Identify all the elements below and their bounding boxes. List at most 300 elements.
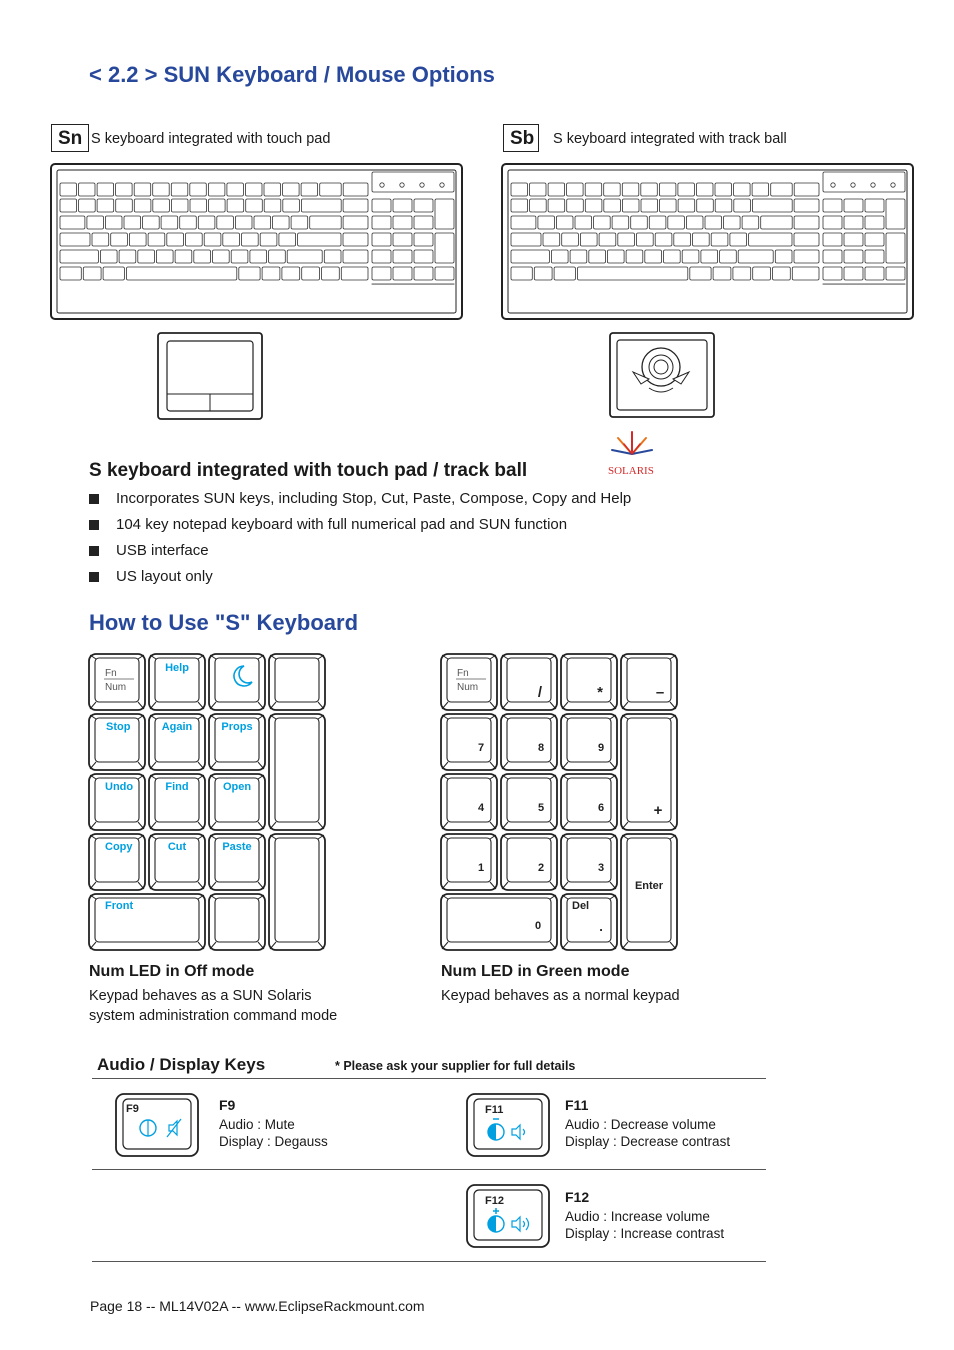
- mini-key: [585, 199, 602, 212]
- mini-key: [794, 216, 819, 229]
- num3-key: [561, 834, 617, 890]
- mini-key: [324, 250, 341, 263]
- option-caption-sn: S keyboard integrated with touch pad: [91, 131, 331, 147]
- off-mode-desc: [89, 986, 337, 1026]
- key-label: Front: [105, 900, 134, 912]
- mini-key: [246, 199, 263, 212]
- asterisk-key: [561, 654, 617, 710]
- key-label: –: [655, 684, 665, 701]
- led-indicator: [400, 183, 404, 187]
- mini-key: [752, 183, 769, 196]
- mini-key: [622, 183, 639, 196]
- mini-key: [301, 183, 318, 196]
- led-indicator: [420, 183, 424, 187]
- mini-key: [264, 183, 281, 196]
- mini-key: [668, 216, 685, 229]
- f9-title: F9: [219, 1097, 236, 1113]
- keyboard-illustration-sb: [501, 163, 915, 321]
- mini-key: [167, 233, 184, 246]
- mini-numpad-key: [844, 199, 863, 212]
- mini-numpad-key: [865, 267, 884, 280]
- feature-item: 104 key notepad keyboard with full numerical pad and SUN function: [89, 512, 631, 538]
- f9-line: Audio : Mute: [219, 1117, 295, 1132]
- mini-key: [734, 199, 751, 212]
- mini-key: [186, 233, 203, 246]
- fn-num-key: [441, 654, 497, 710]
- mini-key: [343, 183, 368, 196]
- num5-key: [501, 774, 557, 830]
- mini-key: [511, 250, 549, 263]
- mini-key: [612, 216, 629, 229]
- mini-key: [97, 199, 114, 212]
- mini-numpad-key: [844, 267, 863, 280]
- f11-line: Display : Decrease contrast: [565, 1134, 731, 1149]
- mini-key: [254, 216, 271, 229]
- key-label: Fn: [457, 668, 469, 679]
- page-title: < 2.2 > SUN Keyboard / Mouse Options: [89, 62, 495, 87]
- mini-key: [124, 216, 141, 229]
- off-mode-title: Num LED in Off mode: [89, 963, 255, 980]
- mini-key: [246, 183, 263, 196]
- fn-num-key: [89, 654, 145, 710]
- mini-key: [701, 250, 718, 263]
- led-indicator: [440, 183, 444, 187]
- mini-key: [282, 267, 300, 280]
- key-label: 7: [477, 742, 485, 754]
- mini-key: [631, 216, 648, 229]
- mini-key: [148, 233, 165, 246]
- mini-key: [530, 183, 547, 196]
- key-label: Paste: [222, 841, 252, 853]
- mini-key: [161, 216, 178, 229]
- cut-key: [149, 834, 205, 890]
- mini-key: [682, 250, 699, 263]
- mini-key: [320, 183, 342, 196]
- num8-key: [501, 714, 557, 770]
- mini-key: [622, 199, 639, 212]
- f9-desc: [219, 1116, 328, 1150]
- mini-key: [60, 199, 77, 212]
- f12-key-illustration: [466, 1184, 550, 1248]
- mini-key: [239, 267, 260, 280]
- mini-key: [599, 233, 616, 246]
- audio-heading: Audio / Display Keys: [97, 1055, 266, 1074]
- led-indicator: [831, 183, 835, 187]
- mini-key: [231, 250, 248, 263]
- mini-key: [156, 250, 173, 263]
- mini-key: [604, 199, 621, 212]
- key-label: Fn: [105, 668, 117, 679]
- feature-item: US layout only: [89, 564, 631, 590]
- f12-title: F12: [565, 1189, 590, 1205]
- mini-key: [87, 216, 104, 229]
- num0-key: [441, 894, 557, 950]
- mini-key: [607, 250, 624, 263]
- f12-key-label: F12: [485, 1195, 504, 1207]
- mini-key: [171, 199, 188, 212]
- feature-item: Incorporates SUN keys, including Stop, Cut, Paste, Compose, Copy and Help: [89, 486, 631, 512]
- led-panel: [372, 172, 454, 192]
- mini-key: [548, 183, 565, 196]
- mini-numpad-key: [435, 199, 454, 229]
- mini-key: [752, 199, 792, 212]
- mini-numpad-key: [823, 199, 842, 212]
- mini-key: [302, 267, 320, 280]
- mini-key: [322, 267, 340, 280]
- mini-key: [100, 250, 117, 263]
- mini-key: [578, 267, 688, 280]
- mini-key: [753, 267, 771, 280]
- mini-key: [97, 183, 114, 196]
- mini-key: [235, 216, 252, 229]
- f9-line: Display : Degauss: [219, 1134, 328, 1149]
- front-key: [89, 894, 205, 950]
- mini-numpad-key: [865, 216, 884, 229]
- mini-key: [720, 250, 737, 263]
- mini-key: [79, 183, 96, 196]
- mini-key: [60, 183, 77, 196]
- mini-numpad-key: [414, 199, 433, 212]
- mini-numpad-key: [823, 250, 842, 263]
- mini-key: [742, 216, 759, 229]
- mini-key: [678, 199, 695, 212]
- mini-key: [730, 233, 747, 246]
- mini-key: [138, 250, 155, 263]
- mini-key: [291, 216, 308, 229]
- mini-key: [626, 250, 643, 263]
- touch-pad-illustration: [157, 332, 263, 420]
- mini-key: [242, 233, 259, 246]
- led-indicator: [380, 183, 384, 187]
- key-label: Props: [221, 721, 253, 733]
- mini-key: [301, 199, 341, 212]
- mini-key: [724, 216, 741, 229]
- mini-numpad-key: [372, 250, 391, 263]
- mini-key: [134, 199, 151, 212]
- f11-key-label: F11: [485, 1104, 504, 1116]
- feature-item: USB interface: [89, 538, 631, 564]
- undo-key: [89, 774, 145, 830]
- mini-key: [794, 199, 819, 212]
- mini-key: [575, 216, 592, 229]
- mini-numpad-key: [393, 250, 412, 263]
- mini-key: [649, 216, 666, 229]
- mini-key: [511, 267, 532, 280]
- mini-key: [589, 250, 606, 263]
- key-label: Enter: [634, 880, 664, 892]
- mini-key: [551, 250, 568, 263]
- mini-key: [204, 233, 221, 246]
- mini-key: [556, 216, 573, 229]
- mini-key: [343, 199, 368, 212]
- mini-key: [618, 233, 635, 246]
- mini-key: [693, 233, 710, 246]
- num2-key: [501, 834, 557, 890]
- divider: [92, 1261, 766, 1262]
- mini-key: [190, 199, 207, 212]
- mini-key: [604, 183, 621, 196]
- mini-key: [341, 267, 368, 280]
- mini-key: [273, 216, 290, 229]
- plus-key: [621, 714, 677, 830]
- mini-key: [641, 199, 658, 212]
- key-label: 8: [537, 742, 545, 754]
- mini-key: [637, 233, 654, 246]
- green-mode-desc: Keypad behaves as a normal keypad: [441, 988, 680, 1004]
- mini-key: [594, 216, 611, 229]
- mini-key: [794, 233, 819, 246]
- mini-key: [511, 199, 528, 212]
- mini-key: [645, 250, 662, 263]
- led-indicator: [891, 183, 895, 187]
- mini-key: [548, 199, 565, 212]
- features-heading: S keyboard integrated with touch pad / track ball: [89, 460, 528, 481]
- f12-desc: [565, 1208, 724, 1242]
- num9-key: [561, 714, 617, 770]
- key-label: 5: [537, 802, 545, 814]
- mini-key: [697, 183, 714, 196]
- key-label: /: [537, 684, 543, 701]
- mini-numpad-key: [844, 233, 863, 246]
- mini-key: [227, 183, 244, 196]
- mini-key: [567, 183, 584, 196]
- mini-key: [773, 267, 791, 280]
- mini-key: [534, 267, 552, 280]
- mini-key: [283, 199, 300, 212]
- f12-line: Audio : Increase volume: [565, 1209, 710, 1224]
- mini-key: [60, 216, 85, 229]
- mini-key: [223, 233, 240, 246]
- key-label: 4: [477, 802, 485, 814]
- mini-numpad-key: [414, 250, 433, 263]
- mini-numpad-key: [435, 267, 454, 280]
- key-label: 1: [477, 862, 485, 874]
- f9-key-illustration: [115, 1093, 199, 1157]
- option-caption-sb: S keyboard integrated with track ball: [553, 131, 787, 147]
- led-indicator: [851, 183, 855, 187]
- mini-numpad-key: [414, 216, 433, 229]
- mini-key: [171, 183, 188, 196]
- mini-numpad-key: [823, 233, 842, 246]
- mini-key: [119, 250, 136, 263]
- track-ball-illustration: [609, 332, 715, 418]
- mini-key: [298, 233, 341, 246]
- mini-key: [264, 199, 281, 212]
- mini-numpad-key: [393, 267, 412, 280]
- feature-list: [89, 486, 631, 590]
- mini-key: [134, 183, 151, 196]
- divider: [92, 1169, 766, 1170]
- keyboard-illustration-sn: [50, 163, 464, 321]
- mini-key: [287, 250, 322, 263]
- mini-numpad-key: [372, 216, 391, 229]
- mini-key: [343, 250, 368, 263]
- key-label: Open: [222, 781, 252, 793]
- mini-key: [761, 216, 793, 229]
- mini-numpad-key: [886, 233, 905, 263]
- mini-key: [105, 216, 122, 229]
- mini-key: [567, 199, 584, 212]
- mini-key: [194, 250, 211, 263]
- mini-key: [198, 216, 215, 229]
- mini-numpad-key: [886, 199, 905, 229]
- mini-key: [83, 267, 101, 280]
- solaris-logo-text: SOLARIS: [608, 465, 654, 477]
- key-label: Stop: [106, 721, 131, 733]
- mini-key: [283, 183, 300, 196]
- mini-key: [705, 216, 722, 229]
- mini-key: [660, 199, 677, 212]
- audio-note: * Please ask your supplier for full details: [335, 1059, 576, 1073]
- f11-line: Audio : Decrease volume: [565, 1117, 716, 1132]
- key-label: Find: [165, 781, 189, 793]
- sun-keypad-illustration: [88, 653, 332, 953]
- mini-key: [260, 233, 277, 246]
- num1-key: [441, 834, 497, 890]
- key-label: Copy: [105, 841, 133, 853]
- mini-key: [213, 250, 230, 263]
- key-label: Num: [457, 682, 479, 693]
- mini-key: [715, 183, 732, 196]
- mini-key: [686, 216, 703, 229]
- key-label: .: [599, 919, 603, 934]
- mini-key: [227, 199, 244, 212]
- off-mode-desc-line: system administration command mode: [89, 1008, 338, 1024]
- mini-numpad-key: [393, 233, 412, 246]
- mini-key: [127, 267, 237, 280]
- key-label: Num: [105, 682, 127, 693]
- moon-key: [209, 654, 265, 710]
- mini-key: [217, 216, 234, 229]
- mini-key: [570, 250, 587, 263]
- off-mode-desc-line: Keypad behaves as a SUN Solaris: [89, 988, 312, 1004]
- again-key: [149, 714, 205, 770]
- num6-key: [561, 774, 617, 830]
- mini-key: [794, 183, 819, 196]
- f9-key-label: F9: [126, 1103, 139, 1115]
- key-label: 9: [597, 742, 605, 754]
- mini-key: [794, 250, 819, 263]
- mini-key: [749, 233, 792, 246]
- mini-key: [190, 183, 207, 196]
- mini-key: [562, 233, 579, 246]
- mini-numpad-key: [823, 267, 842, 280]
- mini-key: [60, 267, 81, 280]
- key-label: Again: [161, 721, 193, 733]
- mini-key: [585, 183, 602, 196]
- key-label: 0: [534, 920, 542, 932]
- props-key: [209, 714, 265, 770]
- mini-key: [153, 183, 170, 196]
- mini-numpad-key: [435, 233, 454, 263]
- mini-key: [511, 216, 536, 229]
- mini-key: [208, 183, 225, 196]
- mini-key: [538, 216, 555, 229]
- how-to-heading: How to Use "S" Keyboard: [89, 610, 359, 635]
- f11-key-illustration: [466, 1093, 550, 1157]
- led-panel: [823, 172, 905, 192]
- mini-key: [734, 183, 751, 196]
- key-label: +: [653, 802, 663, 819]
- mini-numpad-key: [372, 199, 391, 212]
- mini-key: [343, 216, 368, 229]
- mini-numpad-key: [844, 250, 863, 263]
- mini-key: [711, 233, 728, 246]
- mini-key: [697, 199, 714, 212]
- mini-numpad-key: [844, 216, 863, 229]
- mini-numpad-key: [865, 250, 884, 263]
- plus-key-blank: [269, 714, 325, 830]
- mini-key: [60, 250, 98, 263]
- mini-key: [279, 233, 296, 246]
- key-label: 6: [597, 802, 605, 814]
- mini-key: [310, 216, 342, 229]
- mini-key: [79, 199, 96, 212]
- slash-key: [501, 654, 557, 710]
- mini-key: [771, 183, 793, 196]
- paste-key: [209, 834, 265, 890]
- f12-line: Display : Increase contrast: [565, 1226, 725, 1241]
- mini-key: [554, 267, 575, 280]
- option-code-sn: Sn: [51, 124, 89, 152]
- mini-key: [713, 267, 731, 280]
- mini-numpad-key: [414, 267, 433, 280]
- mini-numpad-key: [865, 199, 884, 212]
- mini-key: [530, 199, 547, 212]
- mini-numpad-key: [372, 267, 391, 280]
- mini-key: [641, 183, 658, 196]
- enter-key-blank: [269, 834, 325, 950]
- enter-key: [621, 834, 677, 950]
- numeric-keypad-illustration: [440, 653, 684, 953]
- key-label: Cut: [167, 841, 187, 853]
- mini-numpad-key: [414, 233, 433, 246]
- mini-key: [180, 216, 197, 229]
- mini-key: [153, 199, 170, 212]
- solaris-logo: [604, 428, 674, 484]
- f11-desc: [565, 1116, 730, 1150]
- key-label: Undo: [105, 781, 134, 793]
- mini-key: [116, 183, 133, 196]
- led-indicator: [871, 183, 875, 187]
- mini-key: [92, 233, 109, 246]
- divider: [92, 1078, 766, 1079]
- mini-key: [678, 183, 695, 196]
- blank-key: [269, 654, 325, 710]
- key-label: *: [597, 684, 603, 701]
- mini-key: [775, 250, 792, 263]
- mini-key: [715, 199, 732, 212]
- green-mode-title: Num LED in Green mode: [441, 963, 630, 980]
- find-key: [149, 774, 205, 830]
- mini-key: [792, 267, 819, 280]
- key-label: Help: [165, 662, 189, 674]
- mini-key: [250, 250, 267, 263]
- mini-key: [116, 199, 133, 212]
- key-label: 2: [537, 862, 545, 874]
- mini-key: [511, 183, 528, 196]
- mini-key: [511, 233, 541, 246]
- mini-key: [129, 233, 146, 246]
- mini-key: [690, 267, 711, 280]
- page-footer: Page 18 -- ML14V02A -- www.EclipseRackmount.com: [90, 1298, 425, 1314]
- open-key: [209, 774, 265, 830]
- mini-numpad-key: [865, 233, 884, 246]
- mini-key: [103, 267, 124, 280]
- mini-numpad-key: [393, 216, 412, 229]
- key-label: 3: [597, 862, 605, 874]
- mini-key: [664, 250, 681, 263]
